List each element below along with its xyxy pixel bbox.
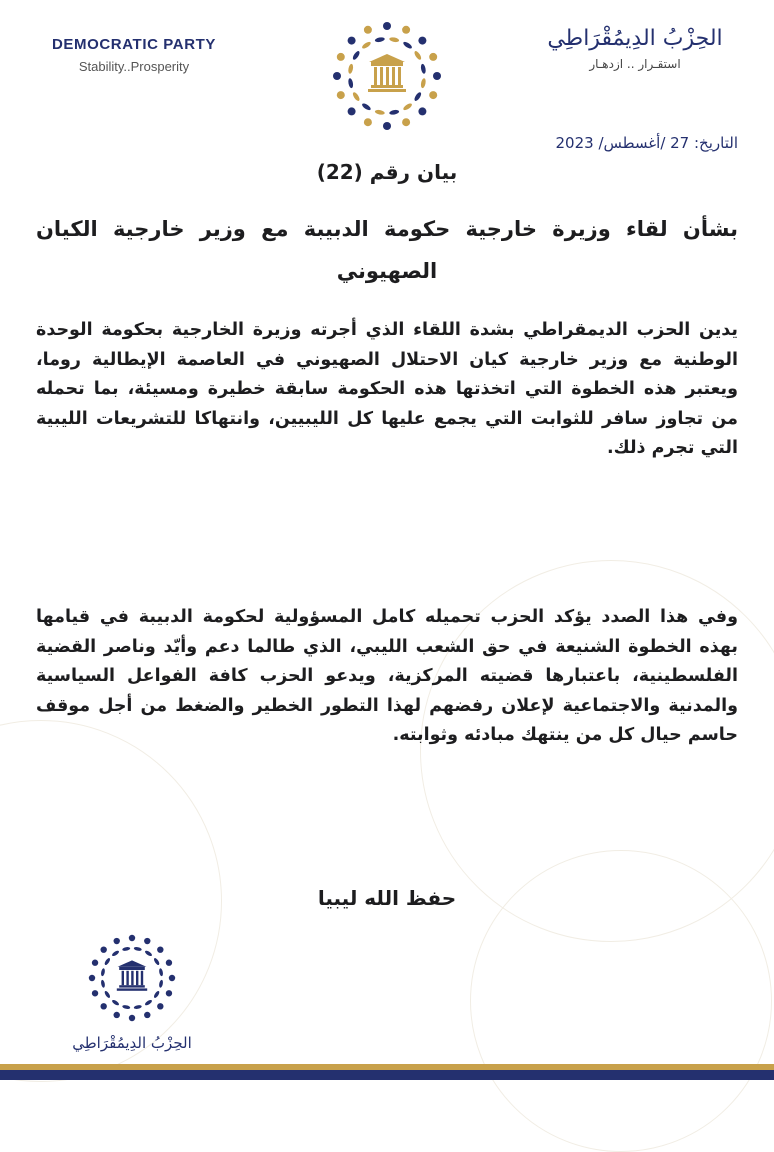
ring-dot [92,990,98,996]
ring-leaf [389,109,400,115]
party-tagline-english: Stability..Prosperity [78,59,190,74]
ring-leaf [153,957,160,966]
ring-dot [333,72,341,80]
ring-leaf [402,41,413,50]
ring-leaf [352,50,361,61]
ring-dot [364,118,372,126]
ring-dot [129,1015,135,1021]
ring-leaf [352,91,361,102]
ring-dot [100,946,106,952]
ring-dot [364,26,372,34]
footer-stripe-navy [0,1070,774,1080]
ring-dot [157,1003,163,1009]
ring-dot [429,91,437,99]
ring-leaf [133,946,142,951]
ring-leaf [122,946,131,951]
ring-dot [383,22,391,30]
document-date: التاريخ: 27 /أغسطس/ 2023 [555,134,738,152]
footer-logo-icon [84,930,180,1026]
ring-leaf [159,968,164,977]
header-arabic [530,26,740,71]
ring-dot [144,1012,150,1018]
party-name-arabic: الحِزْبُ الدِيمُقْرَاطِي [547,26,723,51]
ring-dot [169,975,175,981]
ring-leaf [413,50,422,61]
party-logo-icon [327,16,447,136]
ring-leaf [348,78,354,89]
ring-dot [348,107,356,115]
ring-leaf [144,999,153,1006]
ring-leaf [159,979,164,988]
ring-leaf [111,999,120,1006]
ring-dot [129,935,135,941]
ring-leaf [104,957,111,966]
ring-dot [337,53,345,61]
ring-dot [348,37,356,45]
ring-leaf [402,102,413,111]
ring-leaf [420,78,426,89]
ring-leaf [100,979,105,988]
ring-dot [433,72,441,80]
ring-leaf [144,950,153,957]
party-name-english: DEMOCRATIC PARTY [51,36,217,53]
ring-leaf [361,41,372,50]
ring-dot [402,26,410,34]
ring-dot [114,1012,120,1018]
ring-leaf [122,1005,131,1010]
closing-line: حفظ الله ليبيا [317,886,457,910]
ring-dot [166,960,172,966]
ring-leaf [389,37,400,43]
ring-dot [418,107,426,115]
ring-leaf [100,968,105,977]
ring-dot [89,975,95,981]
ring-leaf [420,63,426,74]
ring-leaf [374,37,385,43]
ring-dot [100,1003,106,1009]
ring-dot [166,990,172,996]
footer-party-name: الحِزْبُ الدِيمُقْرَاطِي [72,1034,192,1052]
columns-emblem-icon [368,54,406,92]
ring-dot [402,118,410,126]
ring-leaf [133,1005,142,1010]
ring-dot [92,960,98,966]
statement-subject: بشأن لقاء وزيرة خارجية حكومة الدبيبة مع وزير خارجية الكيان الصهيوني [36,217,738,283]
ring-leaf [104,990,111,999]
header-english [34,36,234,74]
ring-leaf [111,950,120,957]
body-paragraph-2: وفي هذا الصدد يؤكد الحزب تحميله كامل المسؤولية لحكومة الدبيبة في قيامها بهذه الخطوة الشنيعة في حق الشعب الليبي، الذي طالما دعم وأيّد وناصر القضية الفلسطينية، باعتبارها قضيته المركزية، ويدعو الحزب كافة الفواعل السياسية والمدنية والاجتماعية لإعلان رفضهم لهذا التطور الخطير والضغط من أجل موقف حاسم حيال كل من ينتهك مبادئه وثوابته. [36,607,738,745]
ring-dot [144,938,150,944]
ring-dot [429,53,437,61]
ring-leaf [361,102,372,111]
ring-leaf [374,109,385,115]
party-tagline-arabic: استقـرار .. ازدهـار [589,57,681,71]
ring-leaf [348,63,354,74]
ring-leaf [153,990,160,999]
ring-dot [114,938,120,944]
ring-dot [418,37,426,45]
statement-number: بيان رقم (22) [316,160,458,184]
ring-dot [337,91,345,99]
body-paragraph-1: يدين الحزب الديمقراطي بشدة اللقاء الذي أجرته وزيرة الخارجية بحكومة الوحدة الوطنية مع وزير خارجية كيان الاحتلال الصهيوني في العاصمة الإيطالية روما، ويعتبر هذه الخطوة التي اتخذتها هذه الحكومة سابقة خطيرة ومسيئة، بما تحمله من تجاوز سافر للثوابت التي يجمع عليها كل الليبيين، وانتهاكا للتشريعات الليبية التي تجرم ذلك. [36,320,738,458]
ring-leaf [413,91,422,102]
ring-dot [157,946,163,952]
columns-emblem-icon [117,960,147,990]
ring-dot [383,122,391,130]
